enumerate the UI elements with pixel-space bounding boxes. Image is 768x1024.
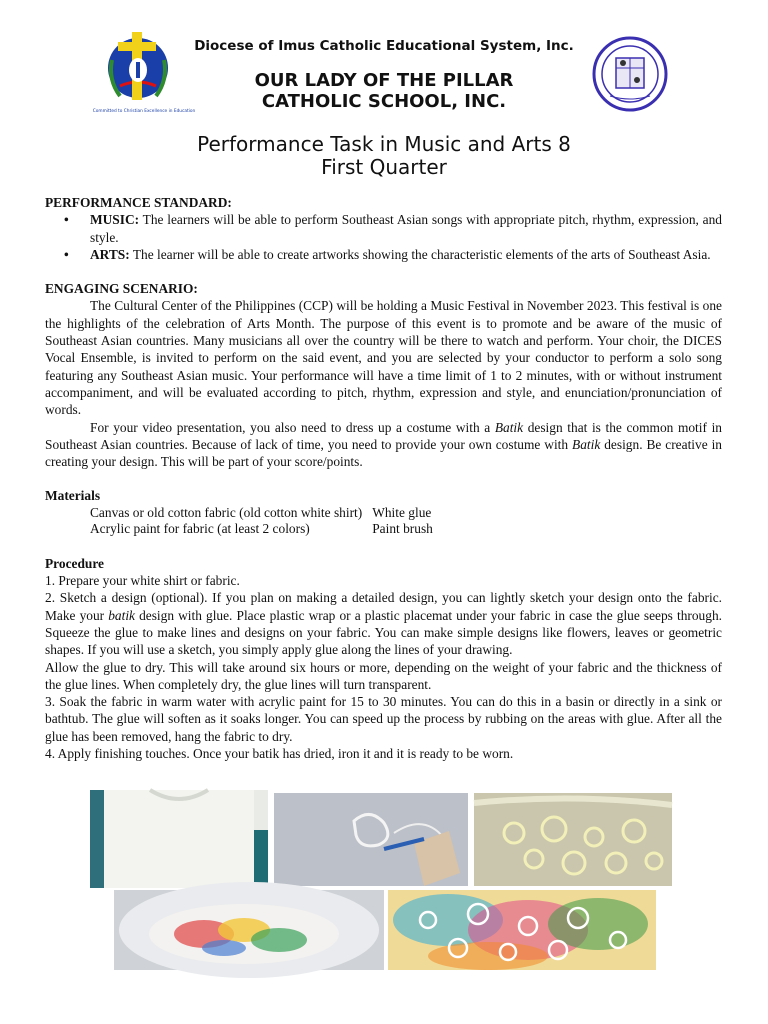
materials-heading: Materials — [45, 488, 101, 504]
document-body — [45, 194, 722, 762]
material-cell: Paint brush — [372, 521, 433, 537]
material-cell: Canvas or old cotton fabric (old cotton white shirt) — [90, 504, 363, 520]
scenario-p2-text-b: design that is the common motif in Southeast Asian countries. Because of lack of time, you need to provide your own costume with — [45, 419, 722, 452]
table-row — [90, 521, 443, 538]
diocese-name: Diocese of Imus Catholic Educational System, Inc. — [194, 38, 574, 54]
diocese-cross-seal-icon — [92, 30, 196, 114]
school-seal-icon — [586, 36, 674, 112]
photo-glue-sketch — [274, 793, 468, 886]
document-header — [0, 30, 768, 120]
arts-text: The learner will be able to create artworks showing the characteristic elements of the arts of Southeast Asia. — [129, 246, 711, 262]
procedure-step-2 — [45, 589, 722, 658]
photo-finished-batik — [388, 890, 656, 970]
school-name-line-1: OUR LADY OF THE PILLAR — [254, 70, 514, 91]
performance-standard-list — [45, 211, 722, 263]
arts-label: ARTS: — [90, 246, 130, 262]
batik-term: Batik — [494, 419, 524, 435]
scenario-heading: ENGAGING SCENARIO: — [45, 281, 198, 297]
scenario-paragraph-1: The Cultural Center of the Philippines (CCP) will be holding a Music Festival in November 2023. This festival is one the highlights of the celebration of Arts Month. The purpose of this event is to promote and be aware of the music of Southeast Asian countries. Many musicians all over the country will be there to watch and perform. Your choir, the DICES Vocal Ensemble, is invited to perform on the said event, and you are selected by your conductor to perform a solo song featuring any Southeast Asian music. Your performance will have a time limit of 1 to 2 minutes, with or without instrument accompaniment, and will be evaluated according to pitch, rhythm, expression and style, and enunciation/pronunciation of words. — [45, 298, 722, 418]
performance-standard-heading: PERFORMANCE STANDARD: — [45, 195, 232, 210]
material-cell: White glue — [372, 504, 432, 520]
diocese-logo-tagline: Committed to Christian Excellence in Education — [92, 109, 196, 114]
batik-term: Batik — [572, 436, 601, 452]
table-row — [90, 505, 443, 522]
batik-term: batik — [108, 607, 135, 623]
school-name — [184, 70, 584, 112]
list-item-arts — [90, 246, 722, 263]
photo-glue-lines-shirt — [474, 793, 672, 886]
school-name-line-2: CATHOLIC SCHOOL, INC. — [261, 91, 507, 112]
photo-dye-basin — [114, 890, 384, 970]
scenario-paragraph-2 — [45, 419, 722, 471]
procedure-step-1: 1. Prepare your white shirt or fabric. — [45, 573, 240, 589]
music-text: The learners will be able to perform Southeast Asian songs with appropriate pitch, rhythm, expression, and style. — [90, 212, 722, 245]
step-2-text-b: design with glue. Place plastic wrap or a plastic placemat under your fabric in case the glue seeps through. Squeeze the glue to make lines and designs on your fabric. You can make simple designs like flowers, leaves or geometric shapes. If you will use a sketch, you simply apply glue along the lines of your drawing. — [45, 607, 722, 658]
scenario-p2-text-a: For your video presentation, you also need to dress up a costume with a — [90, 419, 495, 435]
procedure-step-4: 4. Apply finishing touches. Once your batik has dried, iron it and it is ready to be worn. — [45, 746, 514, 762]
page-title — [0, 133, 768, 179]
procedure-step-2-drying: Allow the glue to dry. This will take around six hours or more, depending on the weight of your fabric and the thickness of the glue lines. When completely dry, the glue lines will turn transparent. — [45, 659, 722, 692]
list-item-music — [90, 211, 722, 246]
material-cell: Acrylic paint for fabric (at least 2 colors) — [90, 521, 310, 537]
procedure-step-3: 3. Soak the fabric in warm water with acrylic paint for 15 to 30 minutes. You can do this in a basin or directly in a sink or bathtub. The glue will soften as it soaks longer. You can speed up the process by rubbing on the areas with glue. After all the glue has been removed, hang the fabric to dry. — [45, 694, 722, 744]
title-line-1: Performance Task in Music and Arts 8 — [197, 132, 571, 156]
title-line-2: First Quarter — [321, 155, 447, 179]
photo-white-shirt — [90, 790, 268, 888]
scenario-p2-text-c: design. Be creative in creating your design. This will be part of your score/points. — [45, 436, 722, 470]
materials-table — [90, 505, 443, 538]
procedure-heading: Procedure — [45, 555, 105, 571]
music-label: MUSIC: — [90, 212, 140, 228]
step-2-text-a: 2. Sketch a design (optional). If you plan on making a detailed design, you can lightly sketch your design onto the fabric. Make your — [45, 590, 722, 623]
